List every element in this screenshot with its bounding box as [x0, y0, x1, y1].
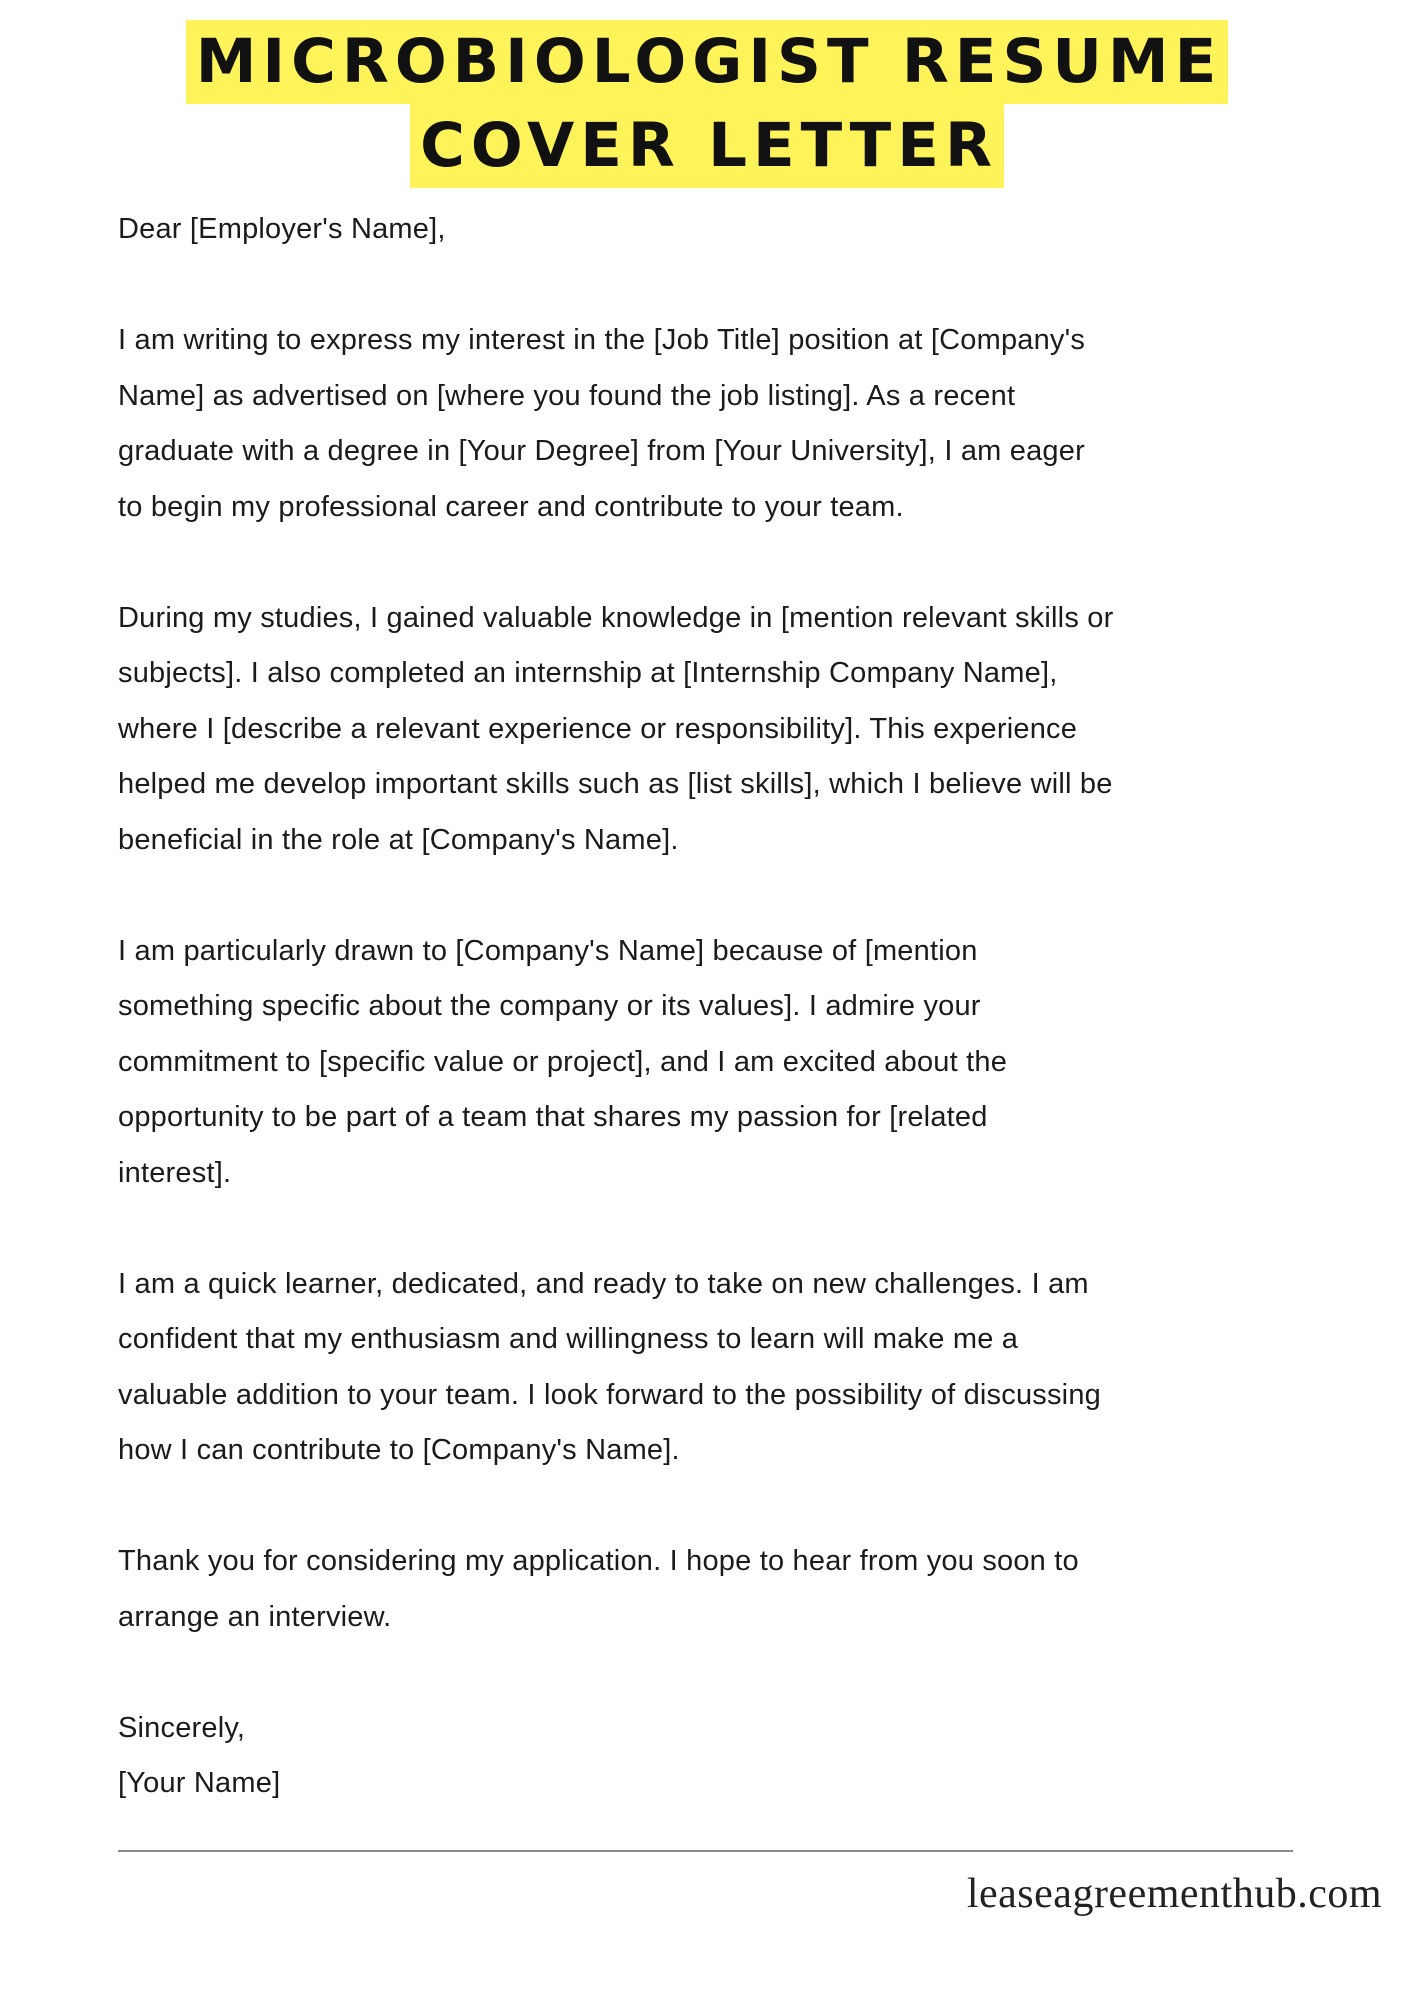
document-title [0, 20, 1414, 188]
salutation: Dear [Employer's Name], [118, 213, 446, 245]
title-line-1: MICROBIOLOGIST RESUME [186, 20, 1229, 104]
footer-brand: leaseagreementhub.com [966, 1871, 1382, 1917]
paragraph-studies: During my studies, I gained valuable knowledge in [mention relevant skills or subjects]. I also completed an internship at [Internship Company Name], where I [describe a relevant experience or responsibility]. This experience helped me develop important skills such as [list skills], which I believe will be beneficial in the role at [Company's Name]. [118, 601, 1114, 856]
title-line-2: COVER LETTER [410, 104, 1004, 188]
paragraph-qualities: I am a quick learner, dedicated, and ready to take on new challenges. I am confident that my enthusiasm and willingness to learn will make me a valuable addition to your team. I look forward to the possibility of discussing how I can contribute to [Company's Name]. [118, 1267, 1101, 1466]
paragraph-intro: I am writing to express my interest in the [Job Title] position at [Company's Name] as advertised on [where you found the job listing]. As a recent graduate with a degree in [Your Degree] from [Your University], I am eager to begin my professional career and contribute to your team. [118, 324, 1086, 523]
letter-body [118, 202, 1318, 1812]
footer-divider [118, 1850, 1293, 1852]
closing: Sincerely, [118, 1711, 246, 1744]
paragraph-thanks: Thank you for considering my application. I hope to hear from you soon to arrange an interview. [118, 1545, 1079, 1633]
paragraph-company: I am particularly drawn to [Company's Name] because of [mention something specific about the company or its values]. I admire your commitment to [specific value or project], and I am excited about the opportunity to be part of a team that shares my passion for [related interest]. [118, 934, 1008, 1189]
signature: [Your Name] [118, 1767, 281, 1799]
